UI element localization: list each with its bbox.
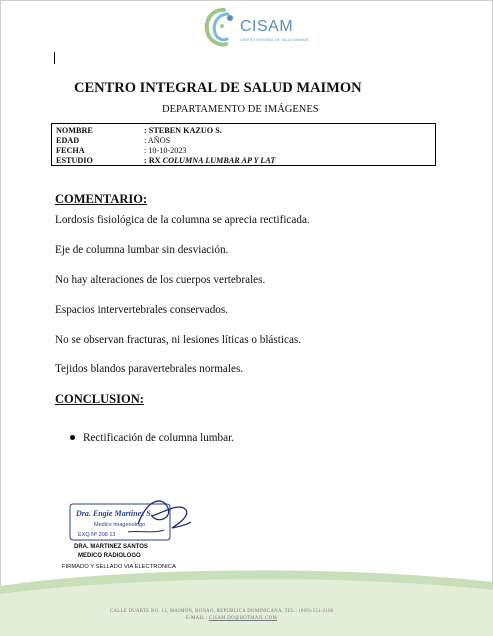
stamp-doctor-name: Dra. Engie Martinez S. [76, 509, 153, 518]
comment-paragraph: Eje de columna lumbar sin desviación. [55, 244, 229, 256]
comment-paragraph: No hay alteraciones de los cuerpos vertebrales. [55, 274, 266, 286]
doctor-stamp [68, 494, 193, 542]
footer-address: CALLE DUARTE NO. 13, MAIMÓN, BONAO, REPUBLICA DOMINICANA, TEL.: (809)-551-2106 [110, 609, 334, 614]
logo-subtitle: CENTRO INTEGRAL DE SALUD MAIMON [240, 38, 309, 42]
exam-date-label: FECHA [56, 146, 85, 155]
exam-date-value: : 10-10-2023 [144, 146, 187, 155]
doctor-title: MEDICO RADIOLOGO [78, 553, 141, 559]
study-label: ESTUDIO [56, 156, 93, 165]
patient-name-label: NOMBRE [56, 126, 93, 135]
patient-age-row [56, 136, 170, 146]
doctor-name: DRA. MARTINEZ SANTOS [74, 544, 148, 550]
signature-note: FIRMADO Y SELLADO VIA ELECTRONICA [62, 564, 176, 570]
footer-email-line [186, 616, 277, 621]
stamp-specialty: Medico Imagenologo [94, 522, 146, 528]
comment-paragraph: Lordosis fisiológica de la columna se aprecia rectificada. [55, 214, 310, 226]
department-name: DEPARTAMENTO DE IMÁGENES [162, 104, 319, 115]
footer-email-label: E-MAIL : [186, 616, 210, 621]
conclusion-heading: CONCLUSION: [55, 392, 144, 406]
exam-date-row [56, 146, 187, 156]
comment-paragraph: Espacios intervertebrales conservados. [55, 304, 229, 316]
conclusion-item-text: Rectificación de columna lumbar. [83, 432, 234, 444]
patient-name-row [56, 126, 222, 136]
logo-text: CISAM [240, 18, 294, 35]
study-value: COLUMNA LUMBAR AP Y LAT [162, 156, 276, 165]
comment-paragraph: No se observan fracturas, ni lesiones líticas o blásticas. [55, 334, 302, 346]
conclusion-item [70, 432, 234, 444]
study-row [56, 156, 275, 166]
study-value-prefix: : RX [144, 156, 163, 165]
footer-email-link[interactable]: CISAM.DO@HOTMAIL.COM [209, 616, 278, 621]
cisam-logo [200, 6, 310, 50]
patient-age-label: EDAD [56, 136, 80, 145]
footer-decoration [0, 568, 493, 636]
patient-name-value: : STEBEN KAZUO S. [144, 126, 222, 135]
comment-paragraph: Tejidos blandos paravertebrales normales. [55, 363, 244, 375]
patient-age-value: : AÑOS [144, 136, 171, 145]
document-title: CENTRO INTEGRAL DE SALUD MAIMON [74, 80, 362, 96]
stamp-license: EXQ Nº 208 13 [78, 532, 116, 538]
comment-heading: COMENTARIO: [55, 192, 148, 206]
cisam-logo-icon [200, 6, 240, 50]
text-cursor [54, 52, 55, 64]
patient-info-box [51, 123, 436, 166]
signature-underline [128, 530, 164, 532]
bullet-icon [70, 435, 75, 440]
